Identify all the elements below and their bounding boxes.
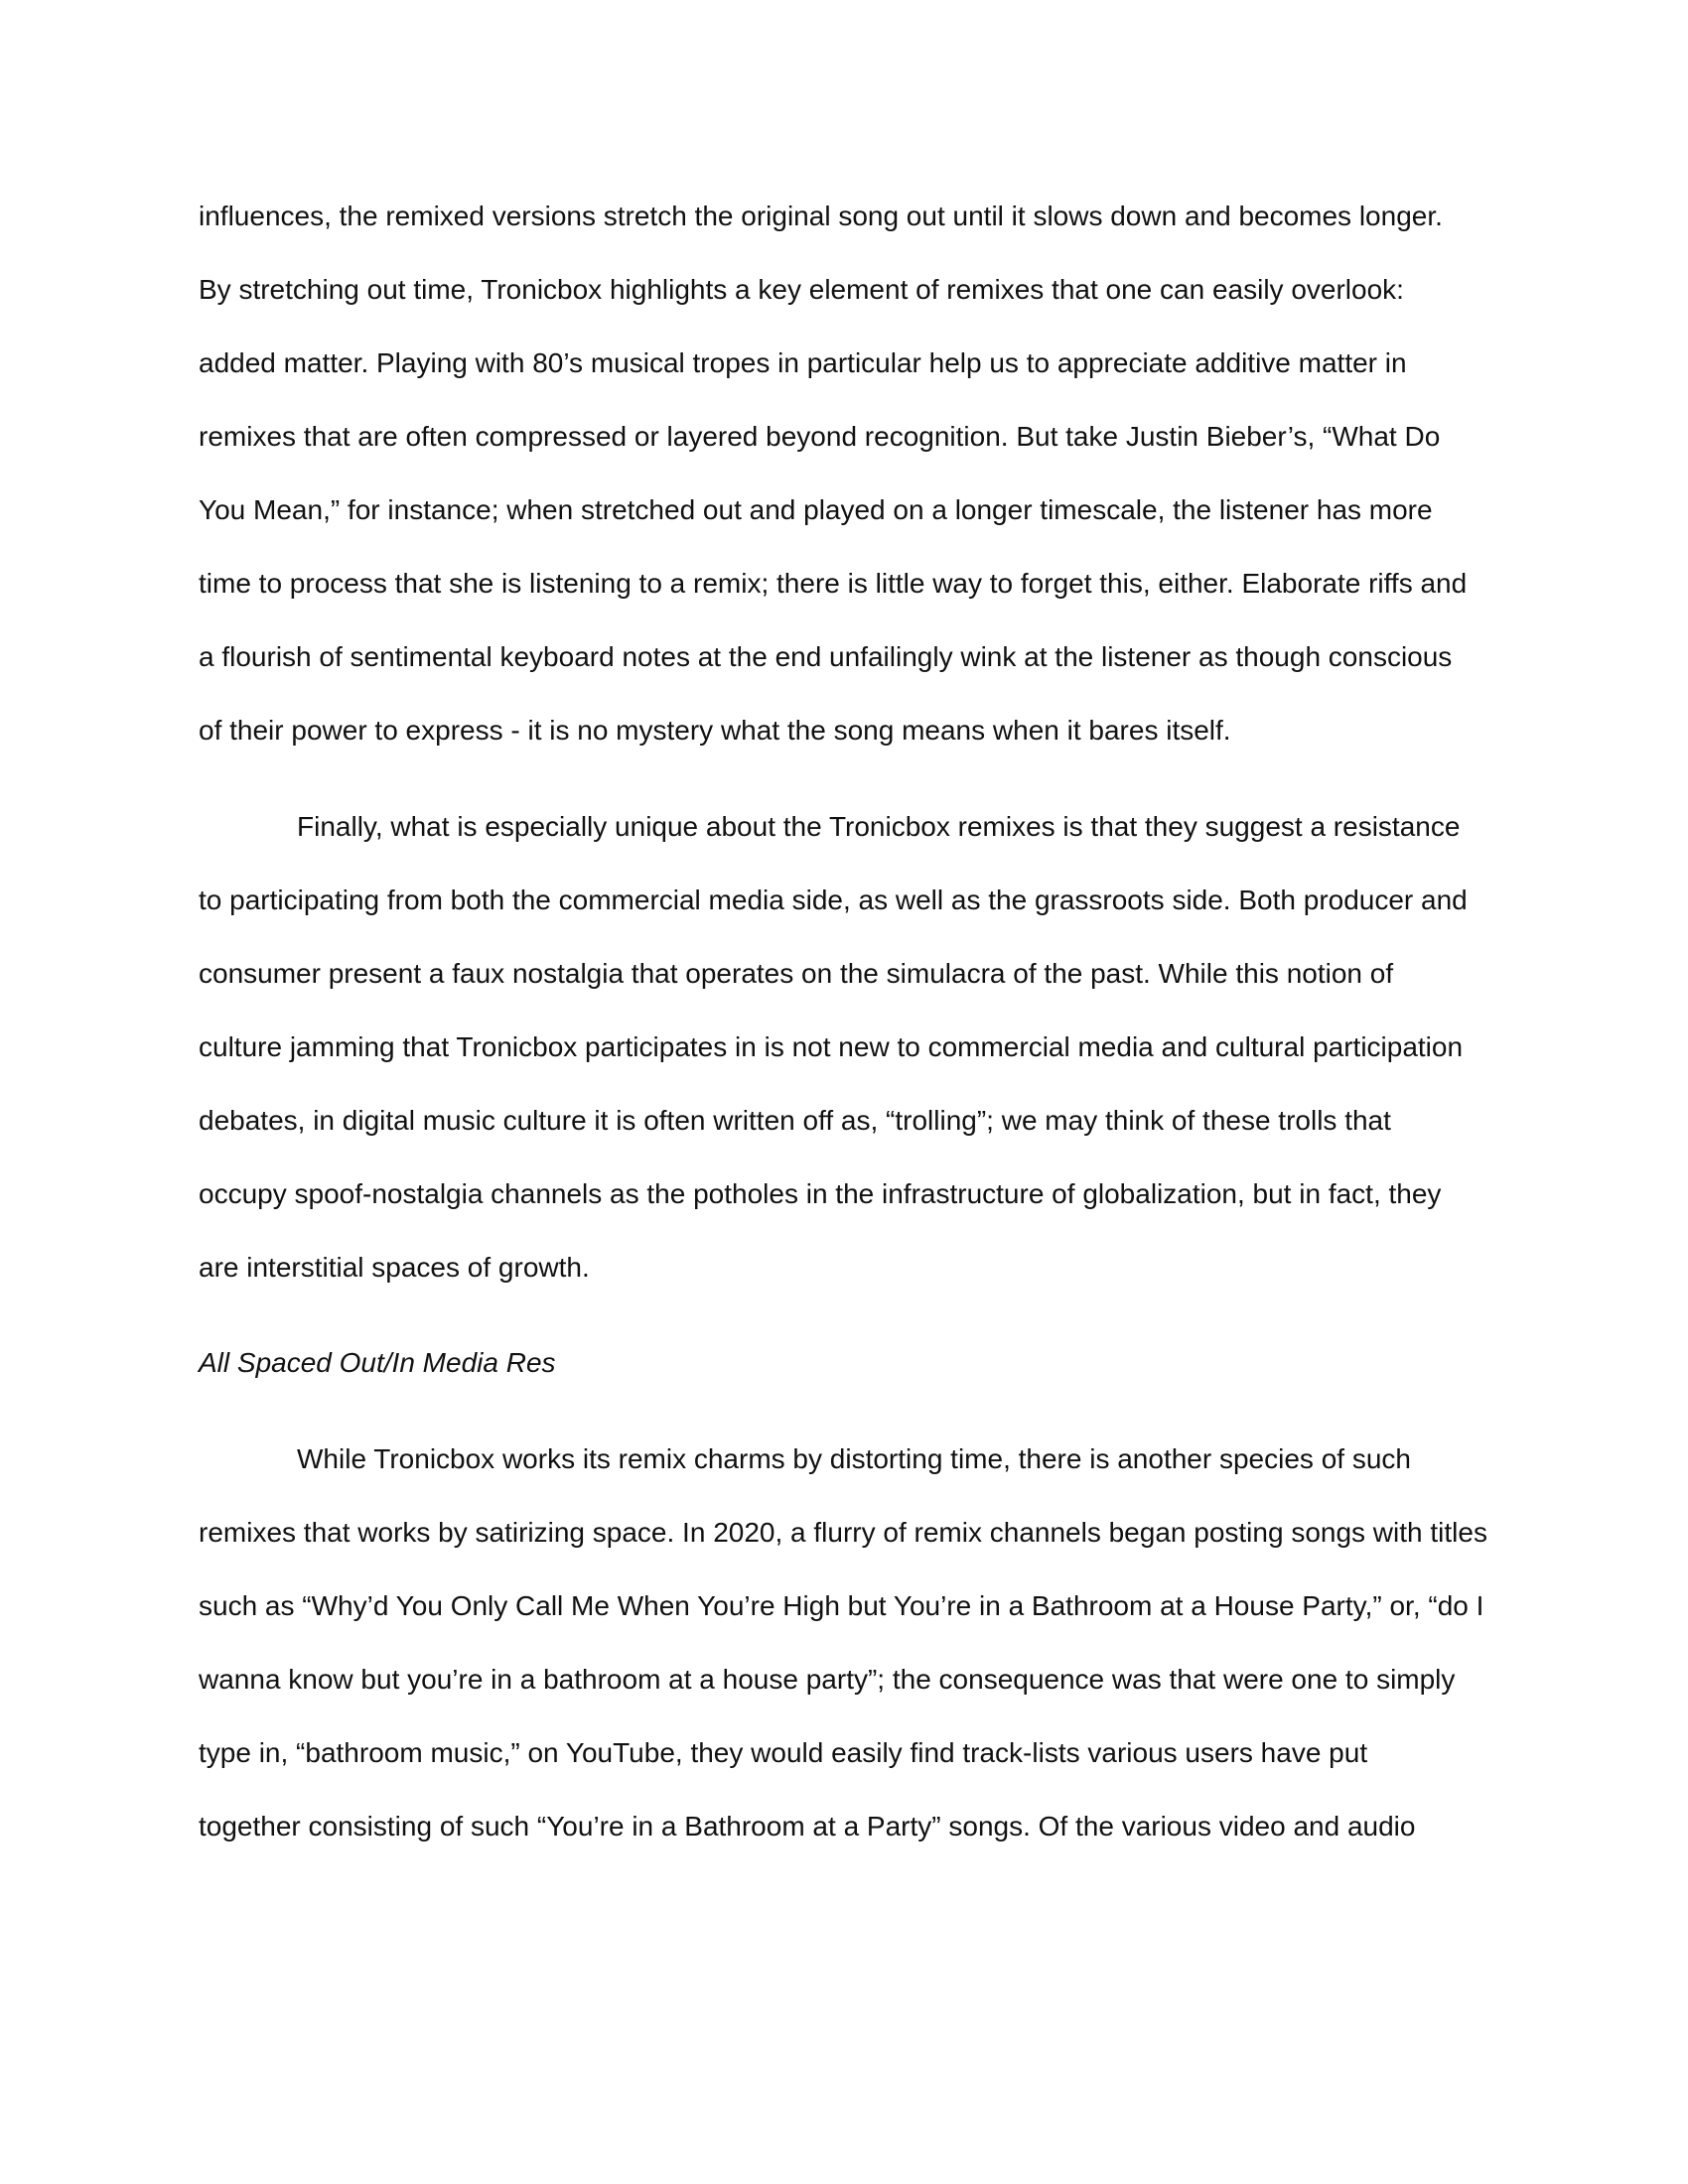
text-line: to participating from both the commercial media side, as well as the grassroots side. Both producer and	[199, 885, 1468, 915]
text-line: a flourish of sentimental keyboard notes at the end unfailingly wink at the listener as though conscious	[199, 641, 1453, 672]
text-line: remixes that works by satirizing space. In 2020, a flurry of remix channels began posting songs with titles	[199, 1517, 1487, 1548]
text-line: debates, in digital music culture it is often written off as, “trolling”; we may think of these trolls that	[199, 1105, 1391, 1136]
text-line: added matter. Playing with 80’s musical tropes in particular help us to appreciate additive matter in	[199, 347, 1407, 378]
text-line: culture jamming that Tronicbox participates in is not new to commercial media and cultural participation	[199, 1031, 1464, 1062]
text-line: Finally, what is especially unique about the Tronicbox remixes is that they suggest a resistance	[297, 811, 1461, 842]
section-heading: All Spaced Out/In Media Res	[199, 1347, 556, 1378]
text-line: You Mean,” for instance; when stretched out and played on a longer timescale, the listener has more	[199, 494, 1433, 525]
text-line: such as “Why’d You Only Call Me When You’re High but You’re in a Bathroom at a House Party,” or, “do I	[199, 1590, 1484, 1621]
text-line: type in, “bathroom music,” on YouTube, they would easily find track-lists various users have put	[199, 1737, 1368, 1768]
text-line: wanna know but you’re in a bathroom at a house party”; the consequence was that were one to simply	[199, 1664, 1456, 1695]
text-line: time to process that she is listening to a remix; there is little way to forget this, either. Elaborate riffs and	[199, 568, 1468, 599]
text-line: remixes that are often compressed or layered beyond recognition. But take Justin Bieber’s, “What Do	[199, 421, 1441, 452]
text-line: While Tronicbox works its remix charms by distorting time, there is another species of such	[297, 1443, 1411, 1474]
text-line: influences, the remixed versions stretch the original song out until it slows down and becomes longer.	[199, 201, 1443, 231]
text-line: consumer present a faux nostalgia that operates on the simulacra of the past. While this notion of	[199, 958, 1394, 989]
text-line: of their power to express - it is no mystery what the song means when it bares itself.	[199, 715, 1231, 746]
text-line: By stretching out time, Tronicbox highlights a key element of remixes that one can easily overlook:	[199, 274, 1404, 305]
text-line: together consisting of such “You’re in a Bathroom at a Party” songs. Of the various video and audio	[199, 1811, 1416, 1842]
text-line: are interstitial spaces of growth.	[199, 1252, 590, 1283]
text-line: occupy spoof-nostalgia channels as the potholes in the infrastructure of globalization, but in fact, they	[199, 1178, 1442, 1209]
